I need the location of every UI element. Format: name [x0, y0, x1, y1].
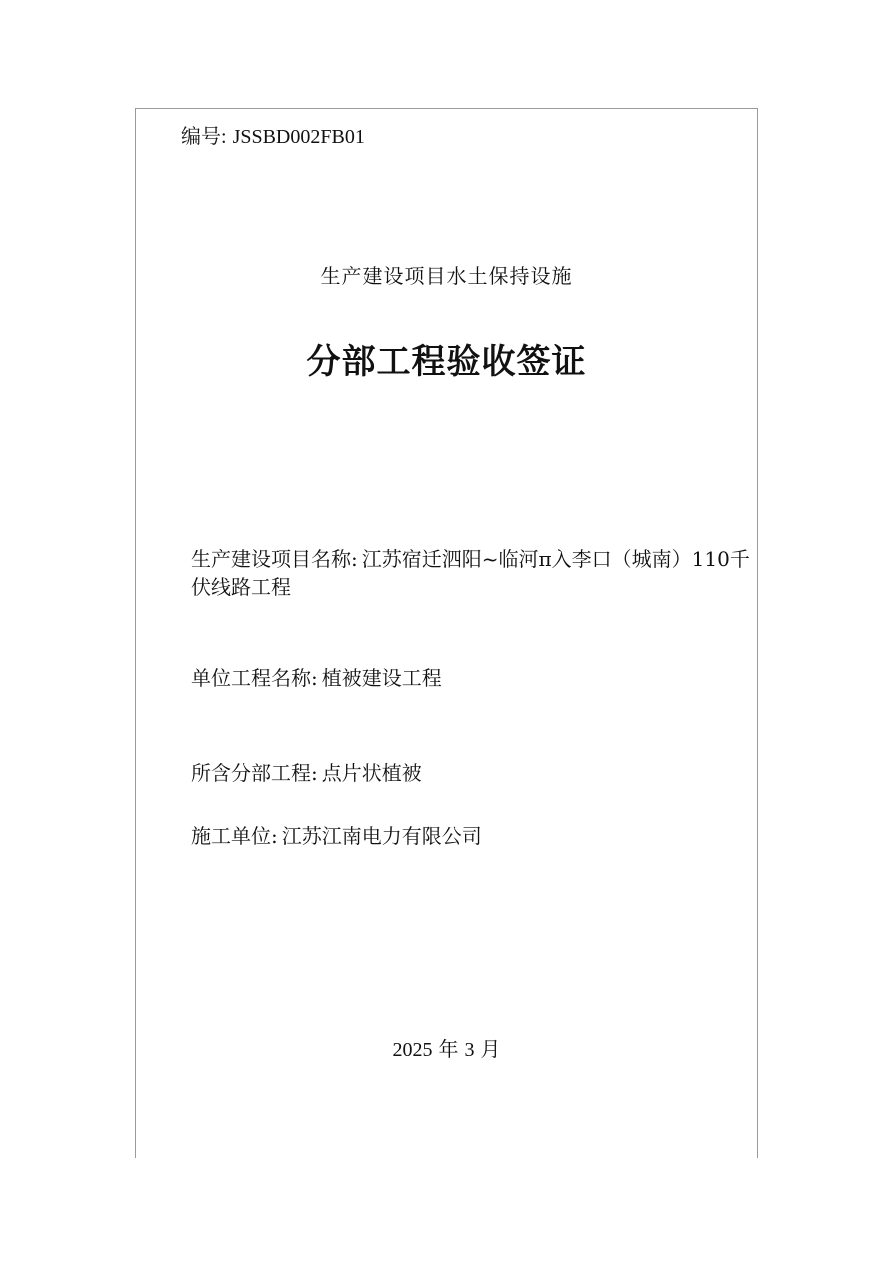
- document-title: 分部工程验收签证: [306, 342, 587, 382]
- project-name-field: [191, 545, 751, 601]
- document-number-value: JSSBD002FB01: [232, 126, 365, 148]
- sub-project-field: [191, 759, 422, 787]
- contractor-label: 施工单位:: [191, 824, 278, 848]
- date-month: 3: [464, 1039, 475, 1061]
- project-name-value: 江苏宿迁泗阳~临河π入李口（城南）110千伏线路工程: [191, 547, 750, 599]
- contractor-field: [191, 822, 482, 850]
- document-number: [181, 120, 365, 149]
- document-number-label: 编号:: [181, 126, 227, 148]
- document-date: [135, 1033, 758, 1062]
- contractor-value: 江苏江南电力有限公司: [281, 824, 482, 848]
- project-name-label: 生产建设项目名称:: [191, 547, 358, 571]
- date-year: 2025: [392, 1039, 433, 1061]
- sub-project-label: 所含分部工程:: [191, 761, 318, 785]
- date-month-unit: 月: [480, 1039, 501, 1061]
- unit-project-field: [191, 664, 442, 692]
- document-subtitle: 生产建设项目水土保持设施: [320, 264, 573, 288]
- unit-project-value: 植被建设工程: [321, 666, 442, 690]
- date-year-unit: 年: [438, 1039, 459, 1061]
- sub-project-value: 点片状植被: [321, 761, 422, 785]
- unit-project-label: 单位工程名称:: [191, 666, 318, 690]
